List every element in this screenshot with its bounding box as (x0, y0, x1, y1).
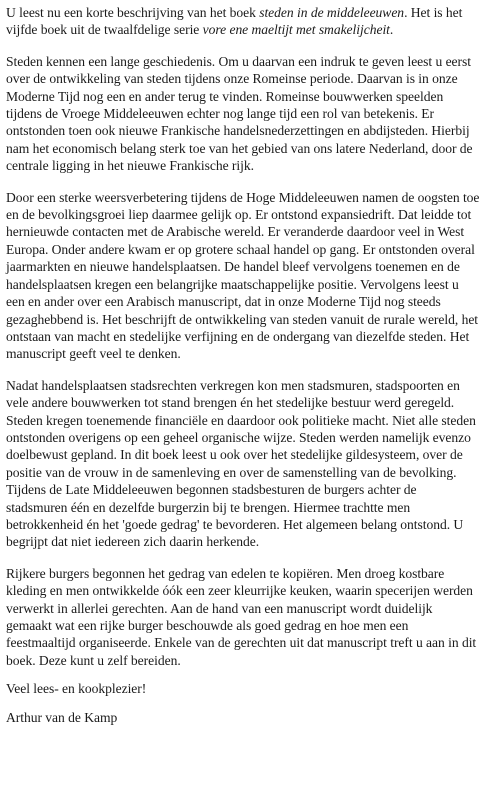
author-signature: Arthur van de Kamp (6, 709, 118, 725)
intro-text-1: U leest nu een korte beschrijving van het boek (6, 5, 260, 20)
series-title: vore ene maeltijt met smakelijcheit (202, 22, 390, 38)
paragraph-roman-period: Steden kennen een lange geschiedenis. Om u daarvan een indruk te geven leest u eerst over de ontwikkeling van steden tijdens onze Romeinse periode. Daarvan is in onze Moderne Tijd nog een en ander terug te vinden. Romeinse bouwwerken speelden tijdens de Vroege Middeleeuwen echter nog lange tijd een rol van betekenis. Er ontstonden toen ook nieuwe Frankische handelsnederzettingen en abdijsteden. Hierbij nam het economisch belang sterk toe van het gebied van ons latere Nederland, door de centrale ligging in het nieuwe Frankische rijk. (6, 53, 473, 174)
document-body (6, 4, 480, 726)
intro-text-2: . Het is het vijfde boek uit de twaalfdelige serie (6, 5, 463, 38)
intro-paragraph (6, 4, 480, 39)
book-title: steden in de middeleeuwen (259, 5, 405, 20)
closing-line: Veel lees- en kookplezier! (6, 681, 147, 697)
intro-text-3: . (389, 22, 394, 38)
paragraph-high-middle-ages: Door een sterke weersverbetering tijdens de Hoge Middeleeuwen namen de oogsten toe en de bevolkingsgroei liep daarmee gelijk op. Er ontstond expansiedrift. Dat leidde tot hernieuwde contacten met de Arabische wereld. Er veranderde daardoor veel in West Europa. Onder andere kwam er op grotere schaal handel op gang. Er ontstonden overal jaarmarkten en nieuwe handelsplaatsen. De handel bleef vervolgens toenemen en de handelsplaatsen kregen een belangrijke maatschappelijke positie. Vervolgens leest u een en ander over een Arabisch manuscript, dat in onze Moderne Tijd nog steeds gezaghebbend is. Het beschrijft de ontwikkeling van steden vanuit de rurale wereld, het ontstaan van macht en stedelijke verfijning en de ondergang van diezelfde steden. Het manuscript geeft veel te denken. (6, 189, 480, 362)
paragraph-rich-burghers: Rijkere burgers begonnen het gedrag van edelen te kopiëren. Men droeg kostbare kleding en men ontwikkelde óók een zeer kleurrijke keuken, waarin specerijen werden verwerkt in allerlei gerechten. Aan de hand van een manuscript wordt duidelijk gemaakt wat een rijke burger beschouwde als goed gedrag en hoe men een feestmaaltijd organiseerde. Enkele van de gerechten uit dat manuscript treft u aan in dit boek. Deze kunt u zelf bereiden. (6, 565, 477, 668)
paragraph-city-rights: Nadat handelsplaatsen stadsrechten verkregen kon men stadsmuren, stadspoorten en vele andere bouwwerken tot stand brengen én het stedelijke bestuur werd geregeld. Steden kregen toenemende financiële en daardoor ook politieke macht. Niet alle steden ontstonden overigens op een geheel organische wijze. Steden werden namelijk evenzo doelbewust gepland. In dit boek leest u ook over het stedelijke gildesysteem, over de positie van de vrouw in de samenleving en over de samenstelling van de bevolking. Tijdens de Late Middeleeuwen begonnen stadsbesturen de burgers achter de stadsmuren één en dezelfde burgerzin bij te brengen. Hiermee trachtte men betrokkenheid én het 'goede gedrag' te bevorderen. Het algemeen belang ontstond. U begrijpt dat niet iedereen zich daarin herkende. (6, 377, 476, 550)
